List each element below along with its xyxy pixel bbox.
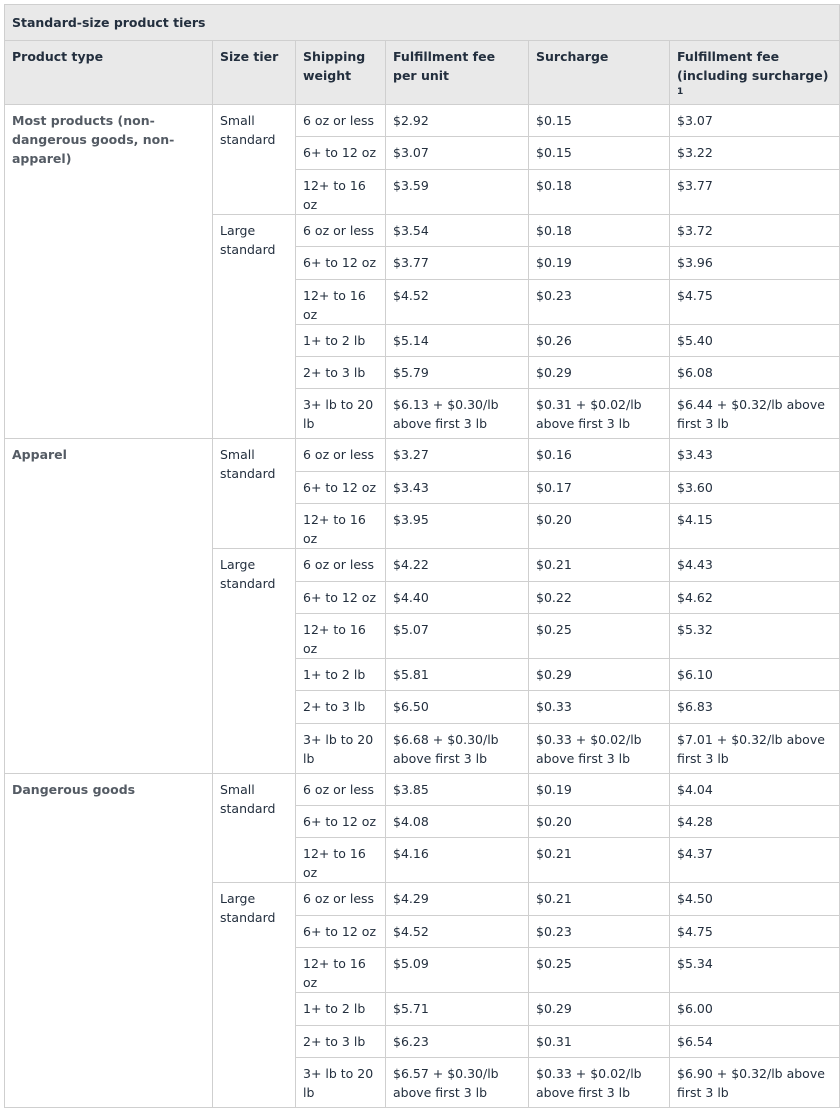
surcharge-cell: $0.33: [529, 691, 670, 723]
table-caption: Standard-size product tiers: [5, 5, 840, 41]
fulfillment-fee-cell: $6.57 + $0.30/lb above first 3 lb: [386, 1058, 529, 1108]
total-fee-cell: $3.43: [670, 439, 840, 471]
total-fee-cell: $4.28: [670, 806, 840, 838]
header-size-tier: Size tier: [213, 41, 296, 105]
shipping-weight-cell: 12+ to 16 oz: [296, 504, 386, 549]
fee-table: [4, 4, 840, 1108]
product-type-cell: Apparel: [5, 439, 213, 773]
surcharge-cell: $0.16: [529, 439, 670, 471]
total-fee-cell: $5.32: [670, 613, 840, 658]
surcharge-cell: $0.18: [529, 214, 670, 246]
surcharge-cell: $0.33 + $0.02/lb above first 3 lb: [529, 1058, 670, 1108]
total-fee-cell: $4.15: [670, 504, 840, 549]
table-row: [5, 773, 840, 805]
header-shipping-weight: Shipping weight: [296, 41, 386, 105]
surcharge-cell: $0.18: [529, 169, 670, 214]
surcharge-cell: $0.17: [529, 471, 670, 503]
total-fee-cell: $3.96: [670, 247, 840, 279]
shipping-weight-cell: 1+ to 2 lb: [296, 993, 386, 1025]
shipping-weight-cell: 6+ to 12 oz: [296, 247, 386, 279]
shipping-weight-cell: 6+ to 12 oz: [296, 915, 386, 947]
surcharge-cell: $0.26: [529, 324, 670, 356]
fulfillment-fee-cell: $3.54: [386, 214, 529, 246]
fulfillment-fee-cell: $3.43: [386, 471, 529, 503]
surcharge-cell: $0.31: [529, 1025, 670, 1057]
fulfillment-fee-cell: $3.85: [386, 773, 529, 805]
total-fee-cell: $4.04: [670, 773, 840, 805]
fulfillment-fee-cell: $3.07: [386, 137, 529, 169]
total-fee-cell: $6.00: [670, 993, 840, 1025]
fulfillment-fee-cell: $3.95: [386, 504, 529, 549]
header-product-type: Product type: [5, 41, 213, 105]
shipping-weight-cell: 12+ to 16 oz: [296, 279, 386, 324]
total-fee-cell: $6.83: [670, 691, 840, 723]
shipping-weight-cell: 3+ lb to 20 lb: [296, 723, 386, 773]
shipping-weight-cell: 6+ to 12 oz: [296, 581, 386, 613]
surcharge-cell: $0.21: [529, 838, 670, 883]
total-fee-cell: $3.22: [670, 137, 840, 169]
surcharge-cell: $0.23: [529, 279, 670, 324]
product-type-cell: Most products (non-dangerous goods, non-apparel): [5, 105, 213, 439]
total-fee-cell: $6.08: [670, 356, 840, 388]
total-fee-cell: $4.75: [670, 279, 840, 324]
surcharge-cell: $0.15: [529, 105, 670, 137]
shipping-weight-cell: 2+ to 3 lb: [296, 356, 386, 388]
shipping-weight-cell: 6 oz or less: [296, 439, 386, 471]
shipping-weight-cell: 6 oz or less: [296, 773, 386, 805]
header-fee-including-surcharge-label: Fulfillment fee (including surcharge): [677, 49, 829, 83]
shipping-weight-cell: 6+ to 12 oz: [296, 806, 386, 838]
surcharge-cell: $0.29: [529, 658, 670, 690]
header-fulfillment-fee: Fulfillment fee per unit: [386, 41, 529, 105]
size-tier-cell: Large standard: [213, 214, 296, 439]
surcharge-cell: $0.31 + $0.02/lb above first 3 lb: [529, 389, 670, 439]
surcharge-cell: $0.29: [529, 993, 670, 1025]
fulfillment-fee-cell: $5.09: [386, 948, 529, 993]
size-tier-cell: Small standard: [213, 439, 296, 549]
surcharge-cell: $0.20: [529, 806, 670, 838]
total-fee-cell: $6.90 + $0.32/lb above first 3 lb: [670, 1058, 840, 1108]
fulfillment-fee-cell: $6.13 + $0.30/lb above first 3 lb: [386, 389, 529, 439]
surcharge-cell: $0.19: [529, 773, 670, 805]
fulfillment-fee-cell: $4.29: [386, 883, 529, 915]
fulfillment-fee-cell: $4.52: [386, 279, 529, 324]
shipping-weight-cell: 6+ to 12 oz: [296, 137, 386, 169]
fulfillment-fee-cell: $6.68 + $0.30/lb above first 3 lb: [386, 723, 529, 773]
total-fee-cell: $6.10: [670, 658, 840, 690]
surcharge-cell: $0.33 + $0.02/lb above first 3 lb: [529, 723, 670, 773]
shipping-weight-cell: 2+ to 3 lb: [296, 1025, 386, 1057]
total-fee-cell: $5.34: [670, 948, 840, 993]
fulfillment-fee-cell: $2.92: [386, 105, 529, 137]
fulfillment-fee-cell: $6.50: [386, 691, 529, 723]
surcharge-cell: $0.25: [529, 613, 670, 658]
fulfillment-fee-cell: $5.81: [386, 658, 529, 690]
shipping-weight-cell: 1+ to 2 lb: [296, 658, 386, 690]
surcharge-cell: $0.20: [529, 504, 670, 549]
surcharge-cell: $0.21: [529, 549, 670, 581]
table-body: [5, 105, 840, 1108]
total-fee-cell: $3.60: [670, 471, 840, 503]
total-fee-cell: $4.37: [670, 838, 840, 883]
shipping-weight-cell: 6 oz or less: [296, 549, 386, 581]
shipping-weight-cell: 2+ to 3 lb: [296, 691, 386, 723]
shipping-weight-cell: 12+ to 16 oz: [296, 948, 386, 993]
fulfillment-fee-cell: $3.59: [386, 169, 529, 214]
shipping-weight-cell: 12+ to 16 oz: [296, 169, 386, 214]
fulfillment-fee-cell: $5.71: [386, 993, 529, 1025]
table-row: [5, 439, 840, 471]
fulfillment-fee-cell: $3.27: [386, 439, 529, 471]
shipping-weight-cell: 3+ lb to 20 lb: [296, 1058, 386, 1108]
total-fee-cell: $5.40: [670, 324, 840, 356]
fulfillment-fee-cell: $4.22: [386, 549, 529, 581]
fulfillment-fee-cell: $4.16: [386, 838, 529, 883]
total-fee-cell: $3.72: [670, 214, 840, 246]
surcharge-cell: $0.25: [529, 948, 670, 993]
fulfillment-fee-cell: $4.52: [386, 915, 529, 947]
total-fee-cell: $4.50: [670, 883, 840, 915]
surcharge-cell: $0.29: [529, 356, 670, 388]
total-fee-cell: $4.75: [670, 915, 840, 947]
size-tier-cell: Large standard: [213, 549, 296, 774]
surcharge-cell: $0.21: [529, 883, 670, 915]
total-fee-cell: $3.77: [670, 169, 840, 214]
total-fee-cell: $7.01 + $0.32/lb above first 3 lb: [670, 723, 840, 773]
header-surcharge: Surcharge: [529, 41, 670, 105]
surcharge-cell: $0.19: [529, 247, 670, 279]
surcharge-cell: $0.22: [529, 581, 670, 613]
fulfillment-fee-cell: $5.14: [386, 324, 529, 356]
surcharge-cell: $0.15: [529, 137, 670, 169]
size-tier-cell: Large standard: [213, 883, 296, 1108]
footnote-marker[interactable]: 1: [677, 86, 684, 97]
fee-table-container: [4, 4, 839, 1108]
total-fee-cell: $6.54: [670, 1025, 840, 1057]
shipping-weight-cell: 12+ to 16 oz: [296, 838, 386, 883]
shipping-weight-cell: 6 oz or less: [296, 214, 386, 246]
fulfillment-fee-cell: $6.23: [386, 1025, 529, 1057]
table-row: [5, 105, 840, 137]
shipping-weight-cell: 12+ to 16 oz: [296, 613, 386, 658]
fulfillment-fee-cell: $5.79: [386, 356, 529, 388]
total-fee-cell: $4.43: [670, 549, 840, 581]
shipping-weight-cell: 6+ to 12 oz: [296, 471, 386, 503]
fulfillment-fee-cell: $4.40: [386, 581, 529, 613]
fulfillment-fee-cell: $5.07: [386, 613, 529, 658]
total-fee-cell: $6.44 + $0.32/lb above first 3 lb: [670, 389, 840, 439]
shipping-weight-cell: 6 oz or less: [296, 105, 386, 137]
header-fee-including-surcharge: [670, 41, 840, 105]
total-fee-cell: $3.07: [670, 105, 840, 137]
size-tier-cell: Small standard: [213, 773, 296, 883]
total-fee-cell: $4.62: [670, 581, 840, 613]
fulfillment-fee-cell: $4.08: [386, 806, 529, 838]
surcharge-cell: $0.23: [529, 915, 670, 947]
product-type-cell: Dangerous goods: [5, 773, 213, 1107]
shipping-weight-cell: 6 oz or less: [296, 883, 386, 915]
shipping-weight-cell: 1+ to 2 lb: [296, 324, 386, 356]
header-row: [5, 41, 840, 105]
size-tier-cell: Small standard: [213, 105, 296, 215]
shipping-weight-cell: 3+ lb to 20 lb: [296, 389, 386, 439]
fulfillment-fee-cell: $3.77: [386, 247, 529, 279]
